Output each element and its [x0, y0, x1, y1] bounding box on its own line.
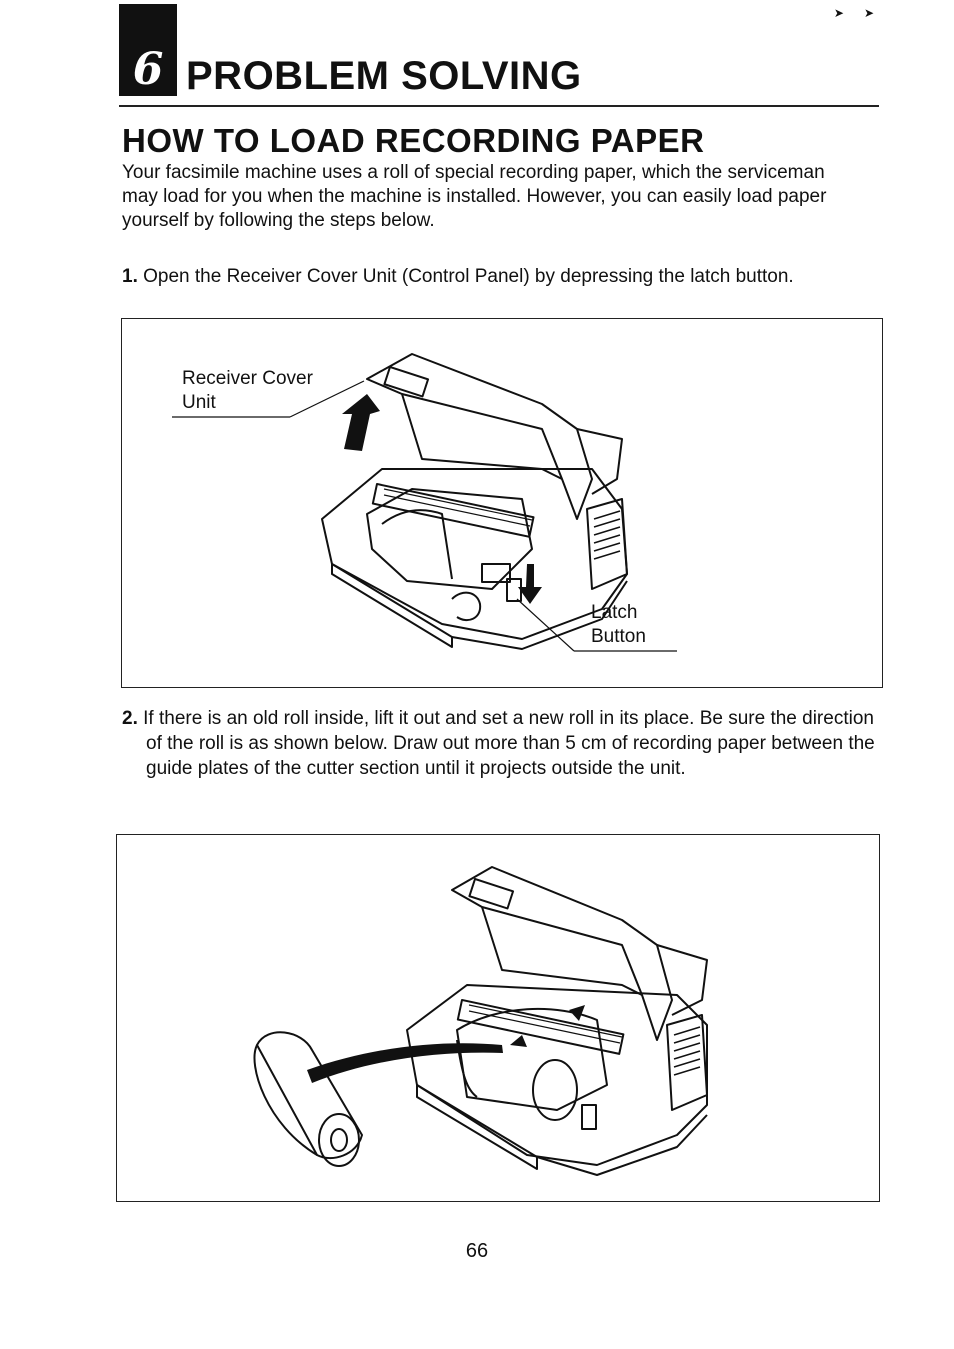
latch-button-label: Latch Button: [591, 602, 646, 647]
chapter-number-badge: [119, 4, 177, 96]
intro-paragraph: Your facsimile machine uses a roll of special recording paper, which the serviceman may load for you when the machine is installed. However, you can easily load paper yourself by following the steps below.: [122, 162, 827, 231]
page-number: 66: [465, 1240, 489, 1262]
receiver-cover-unit-label: Receiver Cover Unit: [182, 368, 313, 413]
chapter-title: PROBLEM SOLVING: [186, 54, 582, 98]
fax-machine-roll-illustration: [117, 835, 879, 1201]
section-title: HOW TO LOAD RECORDING PAPER: [122, 122, 705, 159]
corner-marks: ➤➤: [833, 6, 894, 20]
step-1: [122, 264, 882, 289]
step-1-text: Open the Receiver Cover Unit (Control Panel) by depressing the latch button.: [143, 266, 794, 287]
figure-insert-paper-roll: [116, 834, 880, 1202]
step-2-text: If there is an old roll inside, lift it out and set a new roll in its place. Be sure the direction of the roll is as shown below. Draw out more than 5 cm of recording paper between the guide plates of the cutter section until it projects outside the unit.: [143, 708, 875, 779]
step-2: [122, 706, 882, 781]
figure-open-receiver-cover: [121, 318, 883, 688]
chapter-number: 6: [132, 44, 164, 95]
chapter-divider: [119, 105, 879, 107]
step-1-number: 1.: [122, 266, 138, 287]
step-2-number: 2.: [122, 708, 138, 729]
